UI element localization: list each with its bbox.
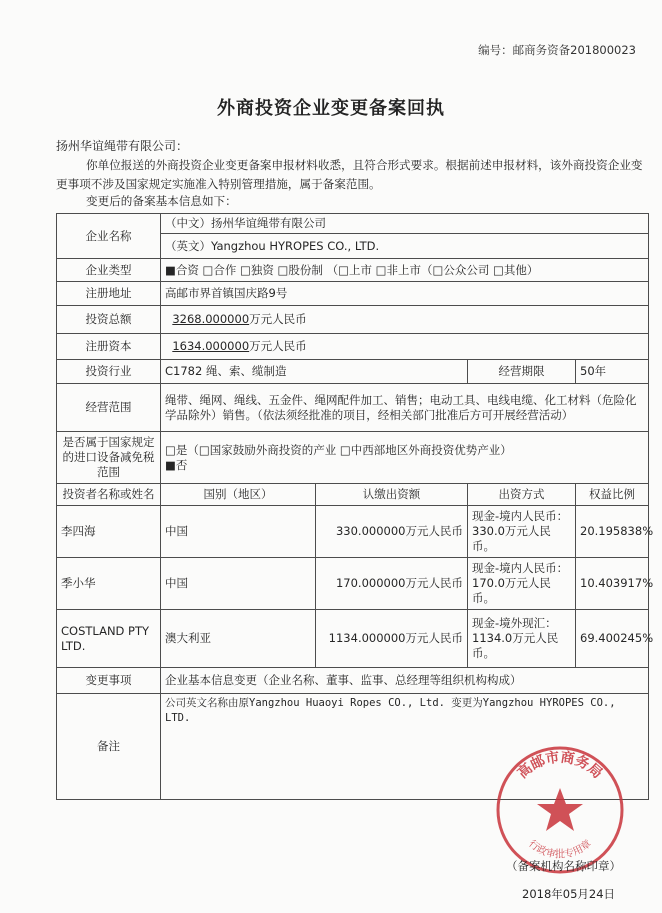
- investor-ratio: 10.403917%: [576, 558, 649, 610]
- basic-info-label: 变更后的备案基本信息如下：: [86, 194, 237, 208]
- header-method: 出资方式: [468, 484, 576, 506]
- capital-label: 注册资本: [57, 334, 161, 360]
- investor-ratio: 69.400245%: [576, 610, 649, 668]
- industry-value: C1782 绳、索、缆制造: [161, 360, 468, 384]
- scope-value: 绳带、绳网、绳线、五金件、绳网配件加工、销售；电动工具、电线电缆、化工材料（危险化学品除外）销售。（依法须经批准的项目，经相关部门批准后方可开展经营活动）: [161, 384, 649, 432]
- capital-amount: 1634.000000: [172, 339, 250, 353]
- header-investor-name: 投资者名称或姓名: [57, 484, 161, 506]
- document-title: 外商投资企业变更备案回执: [217, 98, 445, 119]
- investor-name: COSTLAND PTY LTD.: [57, 610, 161, 668]
- investor-capital: 330.000000万元人民币: [316, 506, 468, 558]
- investor-method: 现金-境内人民币：330.0万元人民币。: [468, 506, 576, 558]
- import-value: [161, 432, 649, 484]
- remarks-label: 备注: [57, 694, 161, 800]
- investor-country: 中国: [161, 506, 316, 558]
- change-label: 变更事项: [57, 668, 161, 694]
- investor-row: [57, 506, 649, 558]
- company-name-en: （英文）Yangzhou HYROPES CO., LTD.: [161, 234, 649, 259]
- import-label: 是否属于国家规定的进口设备减免税范围: [57, 432, 161, 484]
- import-option-yes: □是（□国家鼓励外商投资的产业 □中西部地区外商投资优势产业）: [165, 442, 512, 457]
- investment-value: [161, 306, 649, 334]
- company-name-cn: （中文）扬州华谊绳带有限公司: [161, 214, 649, 234]
- term-value: 50年: [576, 360, 649, 384]
- company-name-label: 企业名称: [57, 214, 161, 259]
- investment-unit: 万元人民币: [249, 312, 307, 326]
- term-label: 经营期限: [468, 360, 576, 384]
- company-type-value: ■合资 □合作 □独资 □股份制 （□上市 □非上市（□公众公司 □其他）: [161, 259, 649, 282]
- import-option-no: ■否: [165, 457, 188, 472]
- investment-label: 投资总额: [57, 306, 161, 334]
- seal-text: 高邮市商务局: [514, 749, 606, 782]
- investor-capital: 1134.000000万元人民币: [316, 610, 468, 668]
- remarks-value: 公司英文名称由原Yangzhou Huaoyi Ropes CO., Ltd. 变更为Yangzhou HYROPES CO., LTD.: [161, 694, 649, 800]
- filing-table: [56, 213, 654, 800]
- addressee: 扬州华谊绳带有限公司：: [56, 139, 189, 153]
- industry-label: 投资行业: [57, 360, 161, 384]
- document-number: 编号：邮商务资备201800023: [478, 43, 636, 57]
- scope-label: 经营范围: [57, 384, 161, 432]
- header-ratio: 权益比例: [576, 484, 649, 506]
- investment-amount: 3268.000000: [172, 312, 250, 326]
- investor-capital: 170.000000万元人民币: [316, 558, 468, 610]
- investor-row: [57, 558, 649, 610]
- header-capital: 认缴出资额: [316, 484, 468, 506]
- investor-name: 季小华: [57, 558, 161, 610]
- issue-date: 2018年05月24日: [522, 887, 616, 901]
- company-type-label: 企业类型: [57, 259, 161, 282]
- agency-label: （备案机构名称印章）: [506, 859, 621, 873]
- header-country: 国别（地区）: [161, 484, 316, 506]
- investor-ratio: 20.195838%: [576, 506, 649, 558]
- seal-bottom-text: 行政审批专用章: [526, 838, 594, 861]
- change-value: 企业基本信息变更（企业名称、董事、监事、总经理等组织机构构成）: [161, 668, 649, 694]
- investor-method: 现金-境内人民币：170.0万元人民币。: [468, 558, 576, 610]
- investor-name: 李四海: [57, 506, 161, 558]
- investor-country: 中国: [161, 558, 316, 610]
- investor-method: 现金-境外现汇：1134.0万元人民币。: [468, 610, 576, 668]
- investor-row: [57, 610, 649, 668]
- investor-country: 澳大利亚: [161, 610, 316, 668]
- address-value: 高邮市界首镇国庆路9号: [161, 282, 649, 306]
- capital-value: [161, 334, 649, 360]
- address-label: 注册地址: [57, 282, 161, 306]
- capital-unit: 万元人民币: [249, 339, 307, 353]
- body-paragraph: 你单位报送的外商投资企业变更备案申报材料收悉，且符合形式要求。根据前述申报材料，该外商投资企业变更事项不涉及国家规定实施准入特别管理措施，属于备案范围。: [56, 158, 643, 191]
